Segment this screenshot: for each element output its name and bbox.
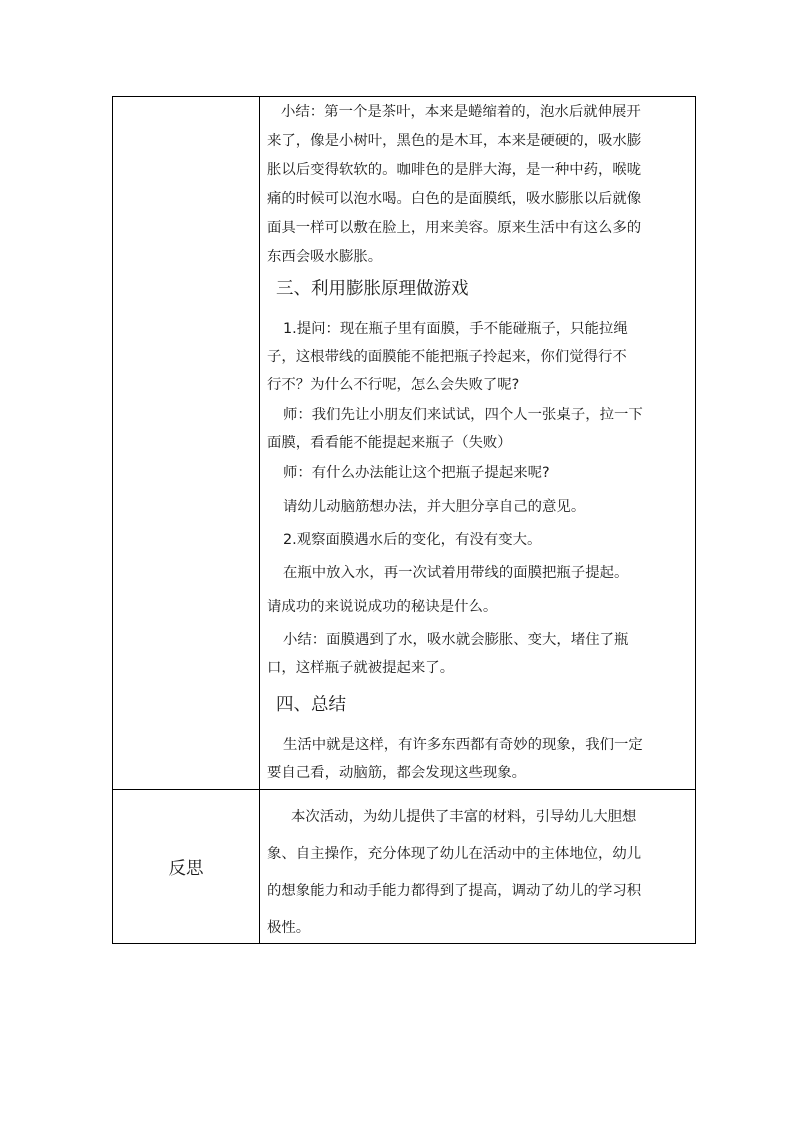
section3-line: 面膜，看看能不能提起来瓶子（失败） — [267, 435, 512, 451]
reflection-label: 反思 — [168, 858, 204, 879]
summary-line: 小结：第一个是茶叶，本来是蜷缩着的，泡水后就伸展开 — [281, 104, 641, 120]
reflection-line: 本次活动，为幼儿提供了丰富的材料，引导幼儿大胆想 — [291, 809, 637, 825]
section3-line: 口，这样瓶子就被提起来了。 — [267, 660, 455, 676]
section3-line: 师：有什么办法能让这个把瓶子提起来呢? — [283, 465, 550, 481]
summary-line: 痛的时候可以泡水喝。白色的是面膜纸，吸水膨胀以后就像 — [267, 191, 642, 207]
section3-line: 请成功的来说说成功的秘诀是什么。 — [267, 599, 498, 615]
section3-line: 1.提问：现在瓶子里有面膜，手不能碰瓶子，只能拉绳 — [283, 321, 628, 337]
reflection-line: 象、自主操作，充分体现了幼儿在活动中的主体地位，幼儿 — [267, 846, 642, 862]
section3-line: 师：我们先让小朋友们来试试，四个人一张桌子，拉一下 — [283, 407, 643, 423]
section3-line: 子，这根带线的面膜能不能把瓶子拎起来，你们觉得行不 — [267, 349, 627, 365]
summary-line: 胀以后变得软软的。咖啡色的是胖大海，是一种中药，喉咙 — [267, 162, 642, 178]
column-divider — [259, 97, 260, 943]
reflection-line: 极性。 — [267, 920, 311, 936]
section-heading: 三、利用膨胀原理做游戏 — [276, 279, 469, 299]
lesson-plan-table — [112, 96, 696, 944]
section4-line: 要自己看，动脑筋，都会发现这些现象。 — [267, 765, 527, 781]
section4-line: 生活中就是这样，有许多东西都有奇妙的现象，我们一定 — [283, 737, 643, 753]
section-heading: 四、总结 — [276, 695, 346, 715]
section3-line: 2.观察面膜遇水后的变化，有没有变大。 — [283, 532, 542, 548]
summary-line: 来了，像是小树叶，黑色的是木耳，本来是硬硬的，吸水膨 — [267, 133, 642, 149]
summary-line: 面具一样可以敷在脸上，用来美容。原来生活中有这么多的 — [267, 220, 642, 236]
section3-line: 行不？为什么不行呢，怎么会失败了呢? — [267, 377, 520, 393]
summary-line: 东西会吸水膨胀。 — [267, 249, 383, 265]
section3-line: 在瓶中放入水，再一次试着用带线的面膜把瓶子提起。 — [283, 565, 629, 581]
section3-line: 小结：面膜遇到了水，吸水就会膨胀、变大，堵住了瓶 — [283, 632, 629, 648]
reflection-line: 的想象能力和动手能力都得到了提高，调动了幼儿的学习积 — [267, 883, 642, 899]
section3-line: 请幼儿动脑筋想办法，并大胆分享自己的意见。 — [283, 499, 586, 515]
